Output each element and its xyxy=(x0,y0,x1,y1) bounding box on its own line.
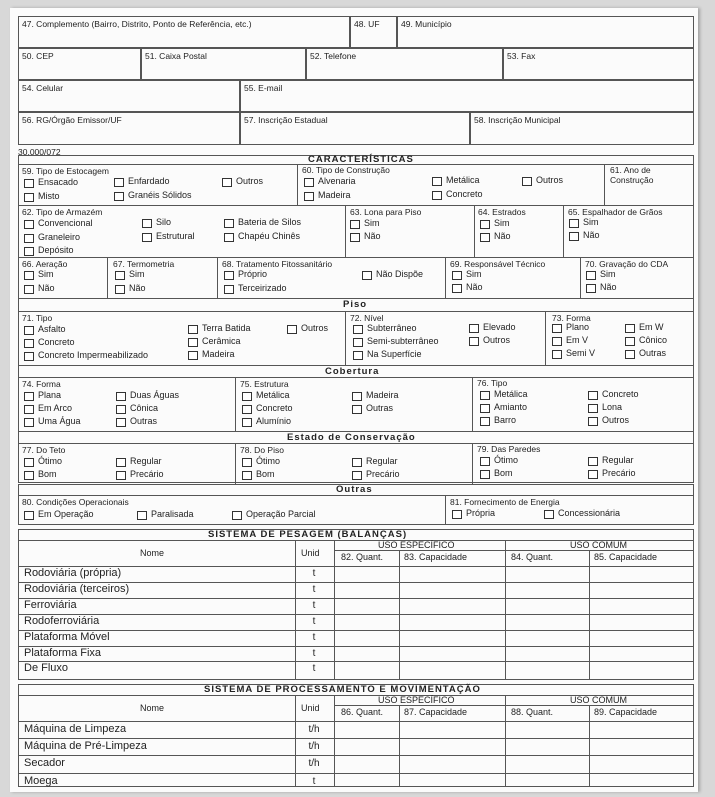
table-row-name: Secador xyxy=(24,757,65,770)
group-title: 70. Gravação do CDA xyxy=(585,259,669,269)
option-asfalto-checkbox[interactable] xyxy=(24,326,34,335)
option-propria-checkbox[interactable] xyxy=(452,510,462,519)
processamento-table-title: SISTEMA DE PROCESSAMENTO E MOVIMENTAÇÃO xyxy=(204,684,481,695)
option-em-v-label: Em V xyxy=(566,335,589,345)
header-field-label: 48. UF xyxy=(354,19,380,29)
column-header-uso-especifico: USO ESPECÍFICO xyxy=(378,540,455,550)
section-title-piso: Piso xyxy=(343,299,368,310)
column-header-nome: Nome xyxy=(140,703,165,713)
option-sim-checkbox[interactable] xyxy=(586,271,596,280)
table-subheader-rule xyxy=(334,550,694,551)
header-field-box xyxy=(240,80,694,112)
option-otimo-checkbox[interactable] xyxy=(480,457,490,466)
header-field-label: 52. Telefone xyxy=(310,51,357,61)
group-title: 66. Aeração xyxy=(22,259,68,269)
option-ceramica-label: Cerâmica xyxy=(202,336,241,346)
option-alvenaria-label: Alvenaria xyxy=(318,176,356,186)
option-sim-checkbox[interactable] xyxy=(452,271,462,280)
option-madeira-checkbox[interactable] xyxy=(188,351,198,360)
col-sub xyxy=(589,705,590,787)
option-paralisada-label: Paralisada xyxy=(151,509,194,519)
col-divider xyxy=(235,377,236,431)
option-sim-checkbox[interactable] xyxy=(115,271,125,280)
column-header-nome: Nome xyxy=(140,548,165,558)
group-title: 69. Responsável Técnico xyxy=(450,259,546,269)
option-madeira-checkbox[interactable] xyxy=(352,392,362,401)
option-outros-checkbox[interactable] xyxy=(469,337,479,346)
option-precario-checkbox[interactable] xyxy=(116,471,126,480)
header-field-label: 51. Caixa Postal xyxy=(145,51,207,61)
option-plano-label: Plano xyxy=(566,322,590,332)
option-elevado-checkbox[interactable] xyxy=(469,324,479,333)
option-nao-dispoe-label: Não Dispõe xyxy=(376,269,424,279)
option-paralisada-checkbox[interactable] xyxy=(137,511,147,520)
option-concessionaria-checkbox[interactable] xyxy=(544,510,554,519)
header-field-label: 58. Inscrição Municipal xyxy=(474,115,561,125)
option-precario-label: Precário xyxy=(602,468,636,478)
option-ceramica-checkbox[interactable] xyxy=(188,338,198,347)
option-convencional-label: Convencional xyxy=(38,218,93,228)
col-divider xyxy=(604,164,605,205)
option-terra-batida-label: Terra Batida xyxy=(202,323,251,333)
col-sub xyxy=(399,705,400,787)
option-outros-label: Outros xyxy=(301,323,329,333)
option-terceirizado-label: Terceirizado xyxy=(238,283,287,293)
option-nao-dispoe-checkbox[interactable] xyxy=(362,271,372,280)
option-metalica-checkbox[interactable] xyxy=(480,391,490,400)
option-nao-checkbox[interactable] xyxy=(115,285,125,294)
table-row-unit: t xyxy=(312,599,316,611)
option-madeira-label: Madeira xyxy=(202,349,235,359)
table-row-unit: t/h xyxy=(308,758,320,770)
col-divider xyxy=(580,257,581,298)
table-row-name: Rodoviária (terceiros) xyxy=(24,582,130,595)
section-rule xyxy=(18,377,694,378)
option-bom-checkbox[interactable] xyxy=(24,471,34,480)
table-row-unit: t xyxy=(312,663,316,675)
header-field-label: 50. CEP xyxy=(22,51,54,61)
option-graneleiro-checkbox[interactable] xyxy=(24,234,34,243)
option-lona-label: Lona xyxy=(602,402,623,412)
header-field-label: 49. Município xyxy=(401,19,452,29)
table-row-name: Máquina de Pré-Limpeza xyxy=(24,740,147,753)
option-outros-checkbox[interactable] xyxy=(222,178,232,187)
option-nao-label: Não xyxy=(129,283,146,293)
option-regular-checkbox[interactable] xyxy=(588,457,598,466)
section-title-estado: Estado de Conservação xyxy=(287,432,416,443)
option-silo-label: Silo xyxy=(156,217,172,227)
table-row-unit: t/h xyxy=(308,741,320,753)
option-outros-label: Outros xyxy=(536,175,564,185)
option-outros-checkbox[interactable] xyxy=(287,325,297,334)
option-bom-label: Bom xyxy=(38,469,57,479)
table-row-rule xyxy=(18,614,694,615)
option-bom-label: Bom xyxy=(256,469,275,479)
col-divider xyxy=(217,257,218,298)
header-field-label: 53. Fax xyxy=(507,51,536,61)
option-nao-label: Não xyxy=(38,283,55,293)
option-outras-label: Outras xyxy=(366,403,394,413)
col-divider xyxy=(345,311,346,365)
option-enfardado-label: Enfardado xyxy=(128,176,170,186)
option-regular-checkbox[interactable] xyxy=(116,458,126,467)
column-header-uso-comum: USO COMUM xyxy=(570,695,627,705)
table-row-rule xyxy=(18,738,694,739)
group-title: 63. Lona para Piso xyxy=(350,207,422,217)
option-concreto-impermeabilizado-label: Concreto Impermeabilizado xyxy=(38,350,149,360)
option-semi-subterraneo-label: Semi-subterrâneo xyxy=(367,336,439,346)
option-bom-checkbox[interactable] xyxy=(480,470,490,479)
column-subheader: 83. Capacidade xyxy=(404,552,468,562)
option-plana-label: Plana xyxy=(38,390,62,400)
option-outras-checkbox[interactable] xyxy=(116,418,126,427)
option-sim-label: Sim xyxy=(38,269,54,279)
table-row-name: Plataforma Móvel xyxy=(24,630,110,643)
group-title: 74. Forma xyxy=(22,379,61,389)
option-em-operacao-label: Em Operação xyxy=(38,509,94,519)
option-nao-label: Não xyxy=(600,282,617,292)
option-nao-checkbox[interactable] xyxy=(569,232,579,241)
option-sim-checkbox[interactable] xyxy=(24,271,34,280)
option-terceirizado-checkbox[interactable] xyxy=(224,285,234,294)
option-amianto-label: Amianto xyxy=(494,402,528,412)
option-duas-aguas-label: Duas Águas xyxy=(130,390,180,400)
option-outras-label: Outras xyxy=(639,348,667,358)
option-deposito-label: Depósito xyxy=(38,245,74,255)
option-ensacado-label: Ensacado xyxy=(38,177,79,187)
option-elevado-label: Elevado xyxy=(483,322,516,332)
option-nao-checkbox[interactable] xyxy=(452,284,462,293)
option-nao-label: Não xyxy=(494,231,511,241)
option-bateria-silos-checkbox[interactable] xyxy=(224,219,234,228)
col-divider xyxy=(472,443,473,484)
option-sim-checkbox[interactable] xyxy=(480,220,490,229)
option-nao-checkbox[interactable] xyxy=(24,285,34,294)
col-divider xyxy=(445,495,446,525)
option-otimo-checkbox[interactable] xyxy=(242,458,252,467)
option-propria-label: Própria xyxy=(466,508,496,518)
col-divider xyxy=(345,205,346,257)
option-chapeu-chines-checkbox[interactable] xyxy=(224,233,234,242)
table-row-name: Rodoviária (própria) xyxy=(24,567,122,579)
option-enfardado-checkbox[interactable] xyxy=(114,178,124,187)
pesagem-table-title: SISTEMA DE PESAGEM (BALANÇAS) xyxy=(208,529,408,540)
option-em-w-checkbox[interactable] xyxy=(625,324,635,333)
option-conico-checkbox[interactable] xyxy=(625,337,635,346)
option-graneleiro-label: Graneleiro xyxy=(38,232,81,242)
table-row-rule xyxy=(18,630,694,631)
option-proprio-label: Próprio xyxy=(238,269,268,279)
group-title: 75. Estrutura xyxy=(240,379,289,389)
option-silo-checkbox[interactable] xyxy=(142,219,152,228)
option-nao-label: Não xyxy=(364,231,381,241)
option-sim-checkbox[interactable] xyxy=(350,220,360,229)
option-regular-label: Regular xyxy=(366,456,398,466)
option-barro-checkbox[interactable] xyxy=(480,417,490,426)
group-title: 77. Do Teto xyxy=(22,445,66,455)
col-divider xyxy=(445,257,446,298)
section-rule xyxy=(18,443,694,444)
table-row-name: Máquina de Limpeza xyxy=(24,723,127,735)
option-semi-v-label: Semi V xyxy=(566,348,596,358)
table-row-name: De Fluxo xyxy=(24,662,69,675)
option-uma-agua-checkbox[interactable] xyxy=(24,418,34,427)
column-subheader: 86. Quant. xyxy=(341,707,384,717)
option-em-arco-checkbox[interactable] xyxy=(24,405,34,414)
option-nao-label: Não xyxy=(583,230,600,240)
option-metalica-label: Metálica xyxy=(494,389,528,399)
table-row-name: Plataforma Fixa xyxy=(24,646,102,659)
group-title: 79. Das Paredes xyxy=(477,444,541,454)
row-divider xyxy=(18,205,694,206)
group-title: 60. Tipo de Construção xyxy=(302,165,390,175)
option-na-superficie-checkbox[interactable] xyxy=(353,351,363,360)
col-nome xyxy=(295,540,296,680)
option-metalica-label: Metálica xyxy=(446,175,480,185)
table-row-unit: t xyxy=(312,647,316,659)
section-title-cobertura: Cobertura xyxy=(325,366,380,377)
option-alvenaria-checkbox[interactable] xyxy=(304,178,314,187)
col-divider xyxy=(297,164,298,205)
section-rule xyxy=(18,311,694,312)
option-graneis-solidos-label: Granéis Sólidos xyxy=(128,190,192,200)
option-deposito-checkbox[interactable] xyxy=(24,247,34,256)
group-title: 72. Nível xyxy=(350,313,384,323)
section-title-caracteristicas: CARACTERÍSTICAS xyxy=(308,154,414,165)
group-title: 68. Tratamento Fitossanitário xyxy=(222,259,333,269)
option-semi-v-checkbox[interactable] xyxy=(552,350,562,359)
option-regular-label: Regular xyxy=(130,456,162,466)
column-header-unid: Unid xyxy=(301,548,320,558)
table-row-unit: t xyxy=(312,631,316,643)
table-row-unit: t xyxy=(312,568,316,579)
group-title: 80. Condições Operacionais xyxy=(22,497,129,507)
table-row-rule xyxy=(18,646,694,647)
option-madeira-label: Madeira xyxy=(318,190,351,200)
option-estrutural-checkbox[interactable] xyxy=(142,233,152,242)
form-sheet xyxy=(10,8,698,792)
table-header-rule xyxy=(18,721,694,722)
option-uma-agua-label: Uma Água xyxy=(38,416,81,426)
group-title: 81. Fornecimento de Energia xyxy=(450,497,560,507)
option-concreto-checkbox[interactable] xyxy=(588,391,598,400)
group-title: 65. Espalhador de Grãos xyxy=(568,207,663,217)
option-bom-checkbox[interactable] xyxy=(242,471,252,480)
table-row-unit: t xyxy=(312,583,316,595)
table-row-rule xyxy=(18,598,694,599)
option-plana-checkbox[interactable] xyxy=(24,392,34,401)
option-lona-checkbox[interactable] xyxy=(588,404,598,413)
column-header-uso-comum: USO COMUM xyxy=(570,540,627,550)
option-estrutural-label: Estrutural xyxy=(156,231,195,241)
table-row-unit: t xyxy=(312,615,316,627)
option-outras-checkbox[interactable] xyxy=(625,350,635,359)
header-field-label: 47. Complemento (Bairro, Distrito, Ponto de Referência, etc.) xyxy=(22,19,252,29)
col-divider xyxy=(107,257,108,298)
option-outras-label: Outras xyxy=(130,416,158,426)
header-field-label: 57. Inscrição Estadual xyxy=(244,115,328,125)
option-conica-label: Cônica xyxy=(130,403,159,413)
option-ensacado-checkbox[interactable] xyxy=(24,179,34,188)
header-field-label: 56. RG/Órgão Emissor/UF xyxy=(22,115,122,125)
group-title: 76. Tipo xyxy=(477,378,508,388)
col-unid xyxy=(334,540,335,680)
option-semi-subterraneo-checkbox[interactable] xyxy=(353,338,363,347)
option-asfalto-label: Asfalto xyxy=(38,324,66,334)
option-nao-checkbox[interactable] xyxy=(350,233,360,242)
option-subterraneo-label: Subterrâneo xyxy=(367,323,417,333)
option-aluminio-label: Alumínio xyxy=(256,416,292,426)
option-terra-batida-checkbox[interactable] xyxy=(188,325,198,334)
option-barro-label: Barro xyxy=(494,415,517,425)
option-proprio-checkbox[interactable] xyxy=(224,271,234,280)
option-conica-checkbox[interactable] xyxy=(116,405,126,414)
option-metalica-label: Metálica xyxy=(256,390,290,400)
option-operacao-parcial-label: Operação Parcial xyxy=(246,509,316,519)
column-header-uso-especifico: USO ESPECÍFICO xyxy=(378,695,455,705)
column-subheader: 85. Capacidade xyxy=(594,552,658,562)
col-divider xyxy=(563,205,564,257)
option-sim-label: Sim xyxy=(600,269,616,279)
column-subheader: 87. Capacidade xyxy=(404,707,468,717)
column-header-unid: Unid xyxy=(301,703,320,713)
option-sim-label: Sim xyxy=(129,269,145,279)
option-em-w-label: Em W xyxy=(639,322,664,332)
group-title: 64. Estrados xyxy=(478,207,526,217)
table-subheader-rule xyxy=(334,705,694,706)
group-title: 59. Tipo de Estocagem xyxy=(22,166,109,176)
option-aluminio-checkbox[interactable] xyxy=(242,418,252,427)
col-divider xyxy=(474,205,475,257)
option-graneis-solidos-checkbox[interactable] xyxy=(114,192,124,201)
option-em-v-checkbox[interactable] xyxy=(552,337,562,346)
option-otimo-label: Ótimo xyxy=(494,455,519,465)
option-subterraneo-checkbox[interactable] xyxy=(353,325,363,334)
column-subheader: 89. Capacidade xyxy=(594,707,658,717)
header-field-label: 54. Celular xyxy=(22,83,64,93)
table-row-rule xyxy=(18,773,694,774)
option-nao-checkbox[interactable] xyxy=(586,284,596,293)
option-sim-label: Sim xyxy=(583,217,599,227)
option-concreto-label: Concreto xyxy=(38,337,75,347)
option-concreto-impermeabilizado-checkbox[interactable] xyxy=(24,352,34,361)
option-outras-checkbox[interactable] xyxy=(352,405,362,414)
group-title: 73. Forma xyxy=(552,313,591,323)
option-precario-checkbox[interactable] xyxy=(588,470,598,479)
group-title: 78. Do Piso xyxy=(240,445,284,455)
option-conico-label: Cônico xyxy=(639,335,668,345)
option-precario-checkbox[interactable] xyxy=(352,471,362,480)
option-outros-checkbox[interactable] xyxy=(588,417,598,426)
table-row-unit: t/h xyxy=(308,724,320,735)
group-title: 71. Tipo xyxy=(22,313,53,323)
col-divider xyxy=(472,377,473,431)
option-nao-label: Não xyxy=(466,282,483,292)
option-bateria-silos-label: Bateria de Silos xyxy=(238,217,302,227)
option-otimo-checkbox[interactable] xyxy=(24,458,34,467)
section-title-outras: Outras xyxy=(336,484,373,495)
option-nao-checkbox[interactable] xyxy=(480,233,490,242)
option-precario-label: Precário xyxy=(130,469,164,479)
option-madeira-checkbox[interactable] xyxy=(304,192,314,201)
option-sim-label: Sim xyxy=(466,269,482,279)
option-precario-label: Precário xyxy=(366,469,400,479)
option-outros-checkbox[interactable] xyxy=(522,177,532,186)
option-plano-checkbox[interactable] xyxy=(552,324,562,333)
option-concreto-checkbox[interactable] xyxy=(24,339,34,348)
option-metalica-checkbox[interactable] xyxy=(242,392,252,401)
col-uso-split xyxy=(505,540,506,680)
column-subheader: 82. Quant. xyxy=(341,552,384,562)
option-duas-aguas-checkbox[interactable] xyxy=(116,392,126,401)
option-regular-checkbox[interactable] xyxy=(352,458,362,467)
option-outros-label: Outros xyxy=(602,415,630,425)
row-divider xyxy=(18,257,694,258)
option-na-superficie-label: Na Superfície xyxy=(367,349,422,359)
col-divider xyxy=(545,311,546,365)
option-concreto-label: Concreto xyxy=(446,189,483,199)
option-amianto-checkbox[interactable] xyxy=(480,404,490,413)
option-concreto-label: Concreto xyxy=(256,403,293,413)
option-concreto-checkbox[interactable] xyxy=(432,191,442,200)
option-operacao-parcial-checkbox[interactable] xyxy=(232,511,242,520)
option-outros-label: Outros xyxy=(483,335,511,345)
form-code: 30.000/072 xyxy=(18,147,61,157)
option-concreto-checkbox[interactable] xyxy=(242,405,252,414)
table-row-rule xyxy=(18,755,694,756)
header-field-label: 55. E-mail xyxy=(244,83,283,93)
option-regular-label: Regular xyxy=(602,455,634,465)
option-madeira-label: Madeira xyxy=(366,390,399,400)
option-em-operacao-checkbox[interactable] xyxy=(24,511,34,520)
option-sim-checkbox[interactable] xyxy=(569,219,579,228)
option-sim-label: Sim xyxy=(364,218,380,228)
table-row-rule xyxy=(18,661,694,662)
option-convencional-checkbox[interactable] xyxy=(24,220,34,229)
group-title: 67. Termometria xyxy=(113,259,175,269)
table-row-name: Ferroviária xyxy=(24,598,77,611)
table-row-name: Rodoferroviária xyxy=(24,614,100,627)
option-em-arco-label: Em Arco xyxy=(38,403,73,413)
col-divider xyxy=(235,443,236,484)
option-bom-label: Bom xyxy=(494,468,513,478)
option-otimo-label: Ótimo xyxy=(256,456,281,466)
group-title: 62. Tipo de Armazém xyxy=(22,207,103,217)
option-misto-checkbox[interactable] xyxy=(24,193,34,202)
group-title-ano-construcao: 61. Ano de Construção xyxy=(610,165,654,185)
option-misto-label: Misto xyxy=(38,191,60,201)
option-outros-label: Outros xyxy=(236,176,264,186)
option-metalica-checkbox[interactable] xyxy=(432,177,442,186)
option-chapeu-chines-label: Chapéu Chinês xyxy=(238,231,301,241)
option-concreto-label: Concreto xyxy=(602,389,639,399)
column-subheader: 88. Quant. xyxy=(511,707,554,717)
table-row-name: Moega xyxy=(24,774,58,787)
column-subheader: 84. Quant. xyxy=(511,552,554,562)
option-sim-label: Sim xyxy=(494,218,510,228)
table-row-unit: t xyxy=(312,775,316,787)
section-rule xyxy=(18,495,694,496)
option-otimo-label: Ótimo xyxy=(38,456,63,466)
option-concessionaria-label: Concessionária xyxy=(558,508,621,518)
